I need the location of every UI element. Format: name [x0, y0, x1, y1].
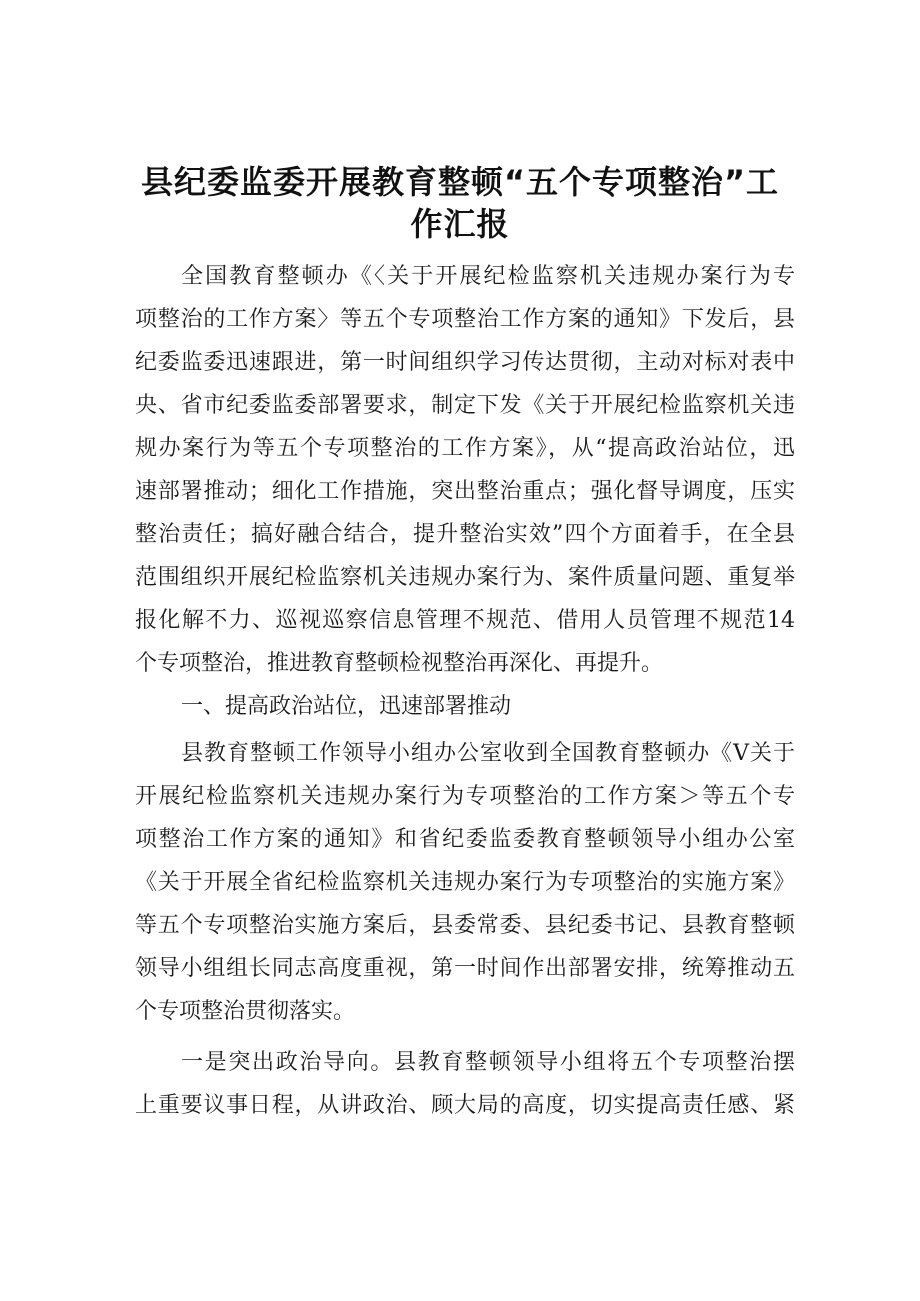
paragraph-1-line-1: 全国教育整顿办《〈关于开展纪检监察机关违规办案行为专	[181, 264, 795, 289]
paragraph-2-line-4: 《关于开展全省纪检监察机关违规办案行为专项整治的实施方案》	[135, 870, 795, 895]
paragraph-1-line-5: 规办案行为等五个专项整治的工作方案》，从“提高政治站位，迅	[135, 436, 795, 461]
paragraph-1-line-9: 报化解不力、巡视巡察信息管理不规范、借用人员管理不规范14	[135, 608, 795, 633]
paragraph-1-line-10: 个专项整治，推进教育整顿检视整治再深化、再提升。	[135, 651, 664, 676]
paragraph-3-line-2: 上重要议事日程，从讲政治、顾大局的高度，切实提高责任感、紧	[135, 1093, 795, 1118]
document-title-line-1: 县纪委监委开展教育整顿“五个专项整治”工	[140, 163, 780, 201]
paragraph-2-line-7: 个专项整治贯彻落实。	[135, 999, 356, 1024]
paragraph-2-line-2: 开展纪检监察机关违规办案行为专项整治的工作方案＞等五个专	[135, 784, 795, 809]
paragraph-1-line-8: 范围组织开展纪检监察机关违规办案行为、案件质量问题、重复举	[135, 565, 795, 590]
paragraph-2-line-3: 项整治工作方案的通知》和省纪委监委教育整顿领导小组办公室	[135, 827, 795, 852]
paragraph-2-line-6: 领导小组组长同志高度重视，第一时间作出部署安排，统筹推动五	[135, 956, 795, 981]
paragraph-1-line-6: 速部署推动；细化工作措施，突出整治重点；强化督导调度，压实	[135, 479, 795, 504]
paragraph-2-line-5: 等五个专项整治实施方案后，县委常委、县纪委书记、县教育整顿	[135, 913, 795, 938]
paragraph-1-line-7: 整治责任；搞好融合结合，提升整治实效”四个方面着手，在全县	[135, 522, 795, 547]
paragraph-3-line-1: 一是突出政治导向。县教育整顿领导小组将五个专项整治摆	[181, 1050, 795, 1075]
document-title-line-2: 作汇报	[410, 205, 510, 243]
paragraph-1-line-3: 纪委监委迅速跟进，第一时间组织学习传达贯彻，主动对标对表中	[135, 350, 795, 375]
paragraph-1-line-2: 项整治的工作方案〉等五个专项整治工作方案的通知》下发后，县	[135, 307, 795, 332]
paragraph-1-line-4: 央、省市纪委监委部署要求，制定下发《关于开展纪检监察机关违	[135, 393, 795, 418]
section-1-heading: 一、提高政治站位，迅速部署推动	[181, 694, 512, 719]
paragraph-2-line-1: 县教育整顿工作领导小组办公室收到全国教育整顿办《V关于	[181, 741, 795, 766]
